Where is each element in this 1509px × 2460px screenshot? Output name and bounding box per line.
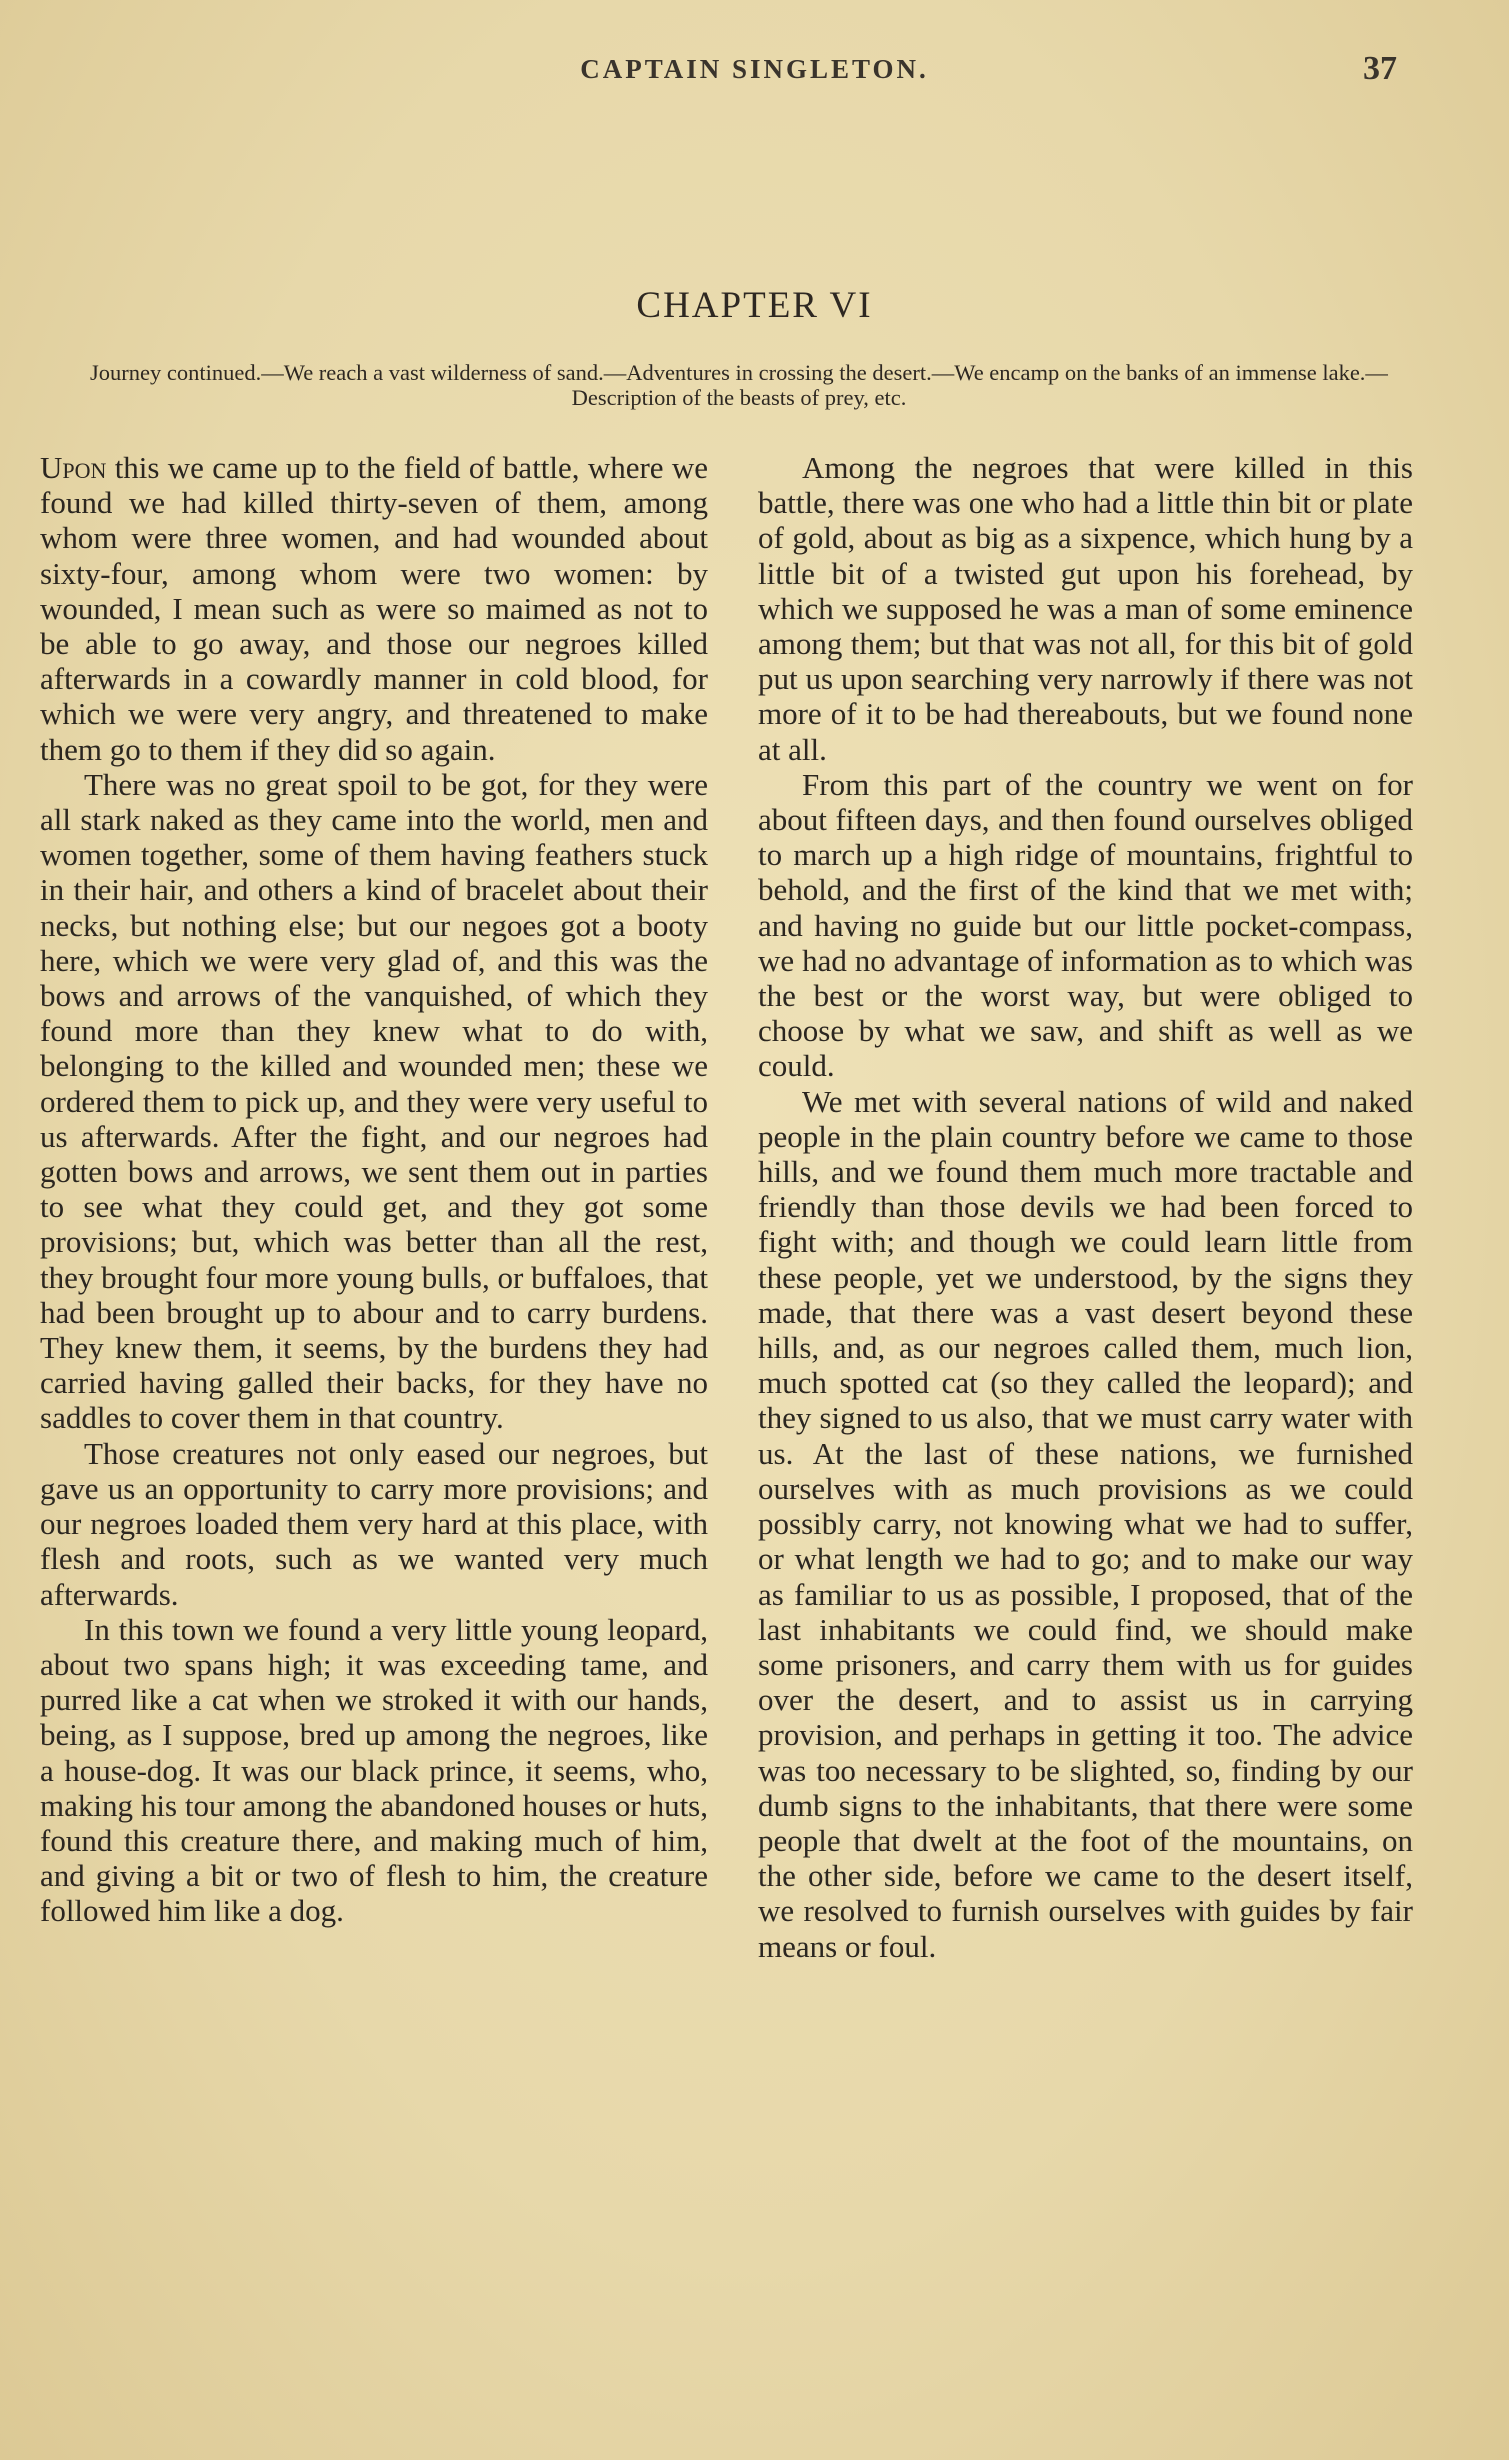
paragraph: In this town we found a very little young leopard, about two spans high; it was exceeding tame, and purred like a cat when we stroked it with our hands, being, as I suppose, bred up among the negroes, like a house-dog. It was our black prince, it seems, who, making his tour among the abandoned houses or huts, found this creature there, and making much of him, and giving a bit or two of flesh to him, the creature followed him like a dog.	[40, 1611, 708, 1929]
running-head	[0, 50, 1509, 90]
paragraph: Those creatures not only eased our negroes, but gave us an opportunity to carry more provisions; and our negroes loaded them very hard at this place, with flesh and roots, such as we wanted very much afterwards.	[40, 1435, 708, 1612]
paragraph: Among the negroes that were killed in this battle, there was one who had a little thin bit or plate of gold, about as big as a sixpence, which hung by a little bit of a twisted gut upon his forehead, by which we supposed he was a man of some eminence among them; but that was not all, for this bit of gold put us upon searching very narrowly if there was not more of it to be had thereabouts, but we found none at all.	[758, 450, 1413, 767]
page-number: 37	[1363, 50, 1397, 87]
chapter-summary: Journey continued.—We reach a vast wilderness of sand.—Adventures in crossing the desert.—We encamp on the banks of an immense lake.—Description of the beasts of prey, etc.	[90, 360, 1388, 410]
paragraph: We met with several nations of wild and naked people in the plain country before we came to those hills, and we found them much more tractable and friendly than those devils we had been forced to fight with; and though we could learn little from these people, yet we understood, by the signs they made, that there was a vast desert beyond these hills, and, as our negroes called them, much lion, much spotted cat (so they called the leopard); and they signed to us also, that we must carry water with us. At the last of these nations, we furnished ourselves with as much provisions as we could possibly carry, not knowing what we had to suffer, or what length we had to go; and to make our way as familiar to us as possible, I proposed, that of the last inhabitants we could find, we should make some prisoners, and carry them with us for guides over the desert, and to assist us in carrying provision, and perhaps in getting it too. The advice was too necessary to be slighted, so, finding by our dumb signs to the inhabitants, that there were some people that dwelt at the foot of the mountains, on the other side, before we came to the desert itself, we resolved to furnish ourselves with guides by fair means or foul.	[758, 1083, 1413, 1964]
paragraph-text: this we came up to the field of battle, where we found we had killed thirty-seven of them, among whom were three women, and had wounded about sixty-four, among whom were two women: by wounded, I mean such as were so maimed as not to be able to go away, and those our negroes killed afterwards in a cowardly manner in cold blood, for which we were very angry, and threatened to make them go to them if they did so again.	[40, 450, 708, 767]
right-column	[758, 450, 1413, 1964]
running-title: CAPTAIN SINGLETON.	[580, 54, 929, 84]
drop-word: Upon	[40, 450, 107, 485]
chapter-heading: CHAPTER VI	[636, 285, 873, 326]
left-column	[40, 450, 708, 1929]
paragraph: There was no great spoil to be got, for they were all stark naked as they came into the world, men and women together, some of them having feathers stuck in their hair, and others a kind of bracelet about their necks, but nothing else; but our negoes got a booty here, which we were very glad of, and this was the bows and arrows of the vanquished, of which they found more than they knew what to do with, belonging to the killed and wounded men; these we ordered them to pick up, and they were very useful to us afterwards. After the fight, and our negroes had gotten bows and arrows, we sent them out in parties to see what they could get, and they got some provisions; but, which was better than all the rest, they brought four more young bulls, or buffaloes, that had been brought up to abour and to carry burdens. They knew them, it seems, by the burdens they had carried having galled their backs, for they have no saddles to cover them in that country.	[40, 766, 708, 1436]
paragraph: From this part of the country we went on for about fifteen days, and then found ourselves obliged to march up a high ridge of mountains, frightful to behold, and the first of the kind that we met with; and having no guide but our little pocket-compass, we had no advantage of information as to which was the best or the worst way, but were obliged to choose by what we saw, and shift as well as we could.	[758, 766, 1413, 1084]
paragraph	[40, 450, 708, 767]
